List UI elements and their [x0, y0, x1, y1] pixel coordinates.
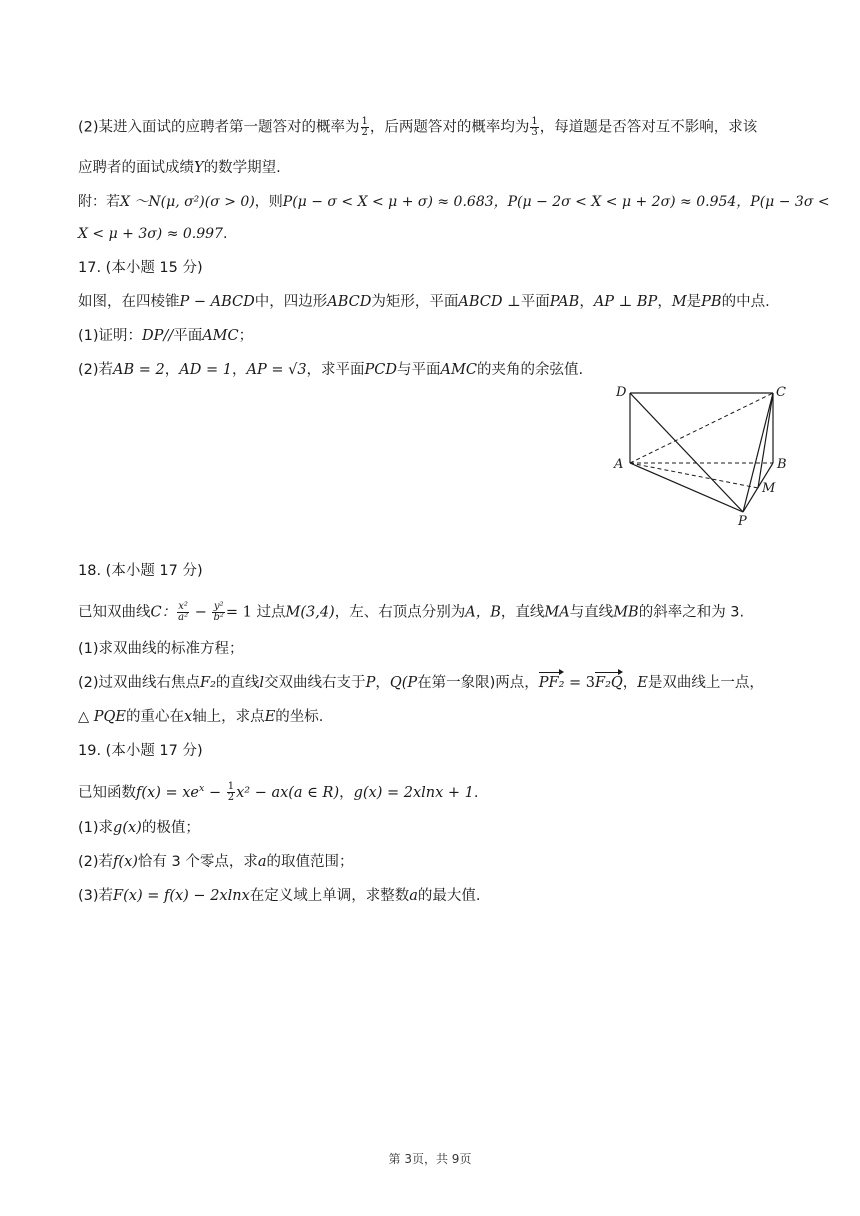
text: 的中点. [721, 294, 770, 310]
vector-PF2: PF₂ [538, 675, 565, 691]
text: 轴上，求点 [192, 709, 265, 725]
q17-stem [78, 292, 800, 312]
q19-part1 [78, 818, 800, 838]
text: 与直线 [569, 604, 614, 621]
label-B: B [777, 457, 787, 472]
math: Y [194, 160, 204, 176]
text: 平面 [520, 294, 550, 310]
text: ，直线 [500, 604, 545, 621]
q16-part2-line2 [78, 158, 800, 178]
edge-AP [630, 463, 743, 512]
text: (2)过双曲线右焦点 [78, 675, 201, 691]
text: 中，四边形 [254, 294, 328, 310]
text: 是双曲线上一点， [647, 675, 764, 691]
math: g(x) = 2xlnx + 1 [353, 784, 474, 801]
math: P [365, 675, 376, 691]
vector-F2Q: F₂Q [595, 675, 623, 691]
text: 恰有 3 个零点，求 [137, 854, 258, 870]
q18-header: 18. (本小题 17 分) [78, 563, 203, 579]
text: ， [164, 362, 180, 378]
fraction-one-half [227, 782, 235, 803]
text: . [222, 226, 228, 242]
math: PAB [549, 294, 580, 310]
text: ，每道题是否答对互不影响，求该 [539, 119, 758, 136]
frac-num: 1 [361, 116, 368, 127]
label-P: P [738, 514, 747, 528]
math: l [259, 675, 265, 691]
math: AMC [440, 362, 477, 378]
math: P(μ − σ < X < μ + σ) ≈ 0.683，P(μ − 2σ < X < μ + 2σ) ≈ 0.954，P(μ − 3σ < [282, 194, 830, 210]
pyramid-figure [608, 378, 798, 528]
text: ， [579, 294, 594, 310]
math: F(x) = f(x) − 2xlnx [113, 888, 250, 904]
q19-header: 19. (本小题 17 分) [78, 743, 203, 759]
math: X < μ + 3σ) ≈ 0.997 [78, 226, 223, 242]
math: AMC [202, 328, 239, 344]
math: M [671, 294, 687, 310]
text: 的直线 [215, 675, 260, 691]
text: ， [339, 784, 354, 801]
q16-note-line1 [78, 192, 830, 212]
math: A，B [465, 604, 501, 621]
page-footer: 第 3页，共 9页 [388, 1152, 472, 1166]
fraction-one-third [530, 117, 538, 138]
q18-stem: 已知双曲线C： $\frac{\text{x²}}{\text{a²}}$ − $\frac{\text{y²}}{\text{b²}}$ = 1 过点M(3,4)，左、右顶点分别为A，B，直线MA与直线MB的斜率之和为 3. [78, 601, 745, 623]
text: (1)证明： [78, 328, 143, 344]
text: 的坐标. [275, 709, 324, 725]
edge-CM [758, 393, 773, 488]
text: (2)若 [78, 362, 114, 378]
math: − [204, 784, 226, 801]
frac-den: 2 [227, 792, 235, 804]
dashed-AM [630, 463, 758, 488]
math: f(x) [113, 854, 138, 870]
math: F₂ [200, 675, 216, 691]
text: 与平面 [397, 362, 441, 378]
q19-stem [78, 779, 800, 803]
text: ，则 [254, 194, 283, 210]
text: ，左、右顶点分别为 [334, 604, 466, 621]
text: 在定义域上单调，求整数 [249, 888, 410, 904]
text: 已知双曲线 [78, 604, 151, 621]
text: 的取值范围； [266, 854, 354, 870]
math: a [257, 854, 267, 870]
math: x² − ax(a ∈ R) [236, 784, 340, 801]
text: (1)求 [78, 820, 114, 836]
text: 为矩形，平面 [371, 294, 459, 310]
math: PQE [93, 709, 126, 725]
text: 的极值； [141, 820, 200, 836]
math: g(x) [113, 820, 142, 836]
frac-den: a² [178, 612, 189, 623]
math: P − ABCD [179, 294, 255, 310]
math: M(3,4) [285, 604, 335, 621]
math: X ～N(μ, σ²)(σ > 0) [120, 194, 255, 210]
text: ，后两题答对的概率均为 [369, 119, 530, 136]
text: 平面 [173, 328, 203, 344]
frac-den: 2 [361, 127, 368, 138]
text: 附：若 [78, 194, 120, 210]
math: DP// [142, 328, 174, 344]
text: 的斜率之和为 3. [638, 604, 745, 621]
text: (2)若 [78, 854, 114, 870]
math: C： [150, 604, 177, 621]
text: ， [231, 362, 247, 378]
text: 的最大值. [417, 888, 481, 904]
text: 的夹角的余弦值. [476, 362, 584, 378]
q19-part3 [78, 886, 800, 906]
text: ， [375, 675, 390, 691]
frac-num: x² [178, 601, 188, 612]
edge-DP [630, 393, 743, 512]
math: = 1 [225, 604, 252, 621]
math: x [184, 709, 193, 725]
text: ， [657, 294, 672, 310]
math: AP = √3 [246, 362, 307, 378]
text: ，求平面 [306, 362, 365, 378]
frac-den: 3 [531, 127, 538, 138]
text: 过点 [251, 604, 286, 621]
math: E [637, 675, 648, 691]
math: AB = 2 [113, 362, 165, 378]
frac-num: 1 [531, 116, 538, 127]
frac-den: b² [213, 612, 224, 623]
label-C: C [776, 385, 786, 400]
text: 应聘者的面试成绩 [78, 160, 194, 176]
math: ABCD [327, 294, 372, 310]
text: (3)若 [78, 888, 114, 904]
math: ABCD ⊥ [458, 294, 521, 310]
frac-num: 1 [227, 781, 235, 793]
frac-num: y² [213, 601, 224, 612]
math: MA [544, 604, 570, 621]
q16-part2-line1 [78, 117, 800, 138]
fraction-x2-a2 [177, 602, 189, 623]
math: = 3 [564, 675, 596, 691]
text: 交双曲线右支于 [264, 675, 366, 691]
label-M: M [762, 481, 776, 496]
text: ， [622, 675, 638, 691]
text: 的数学期望. [203, 160, 281, 176]
fraction-one-half [361, 117, 369, 138]
text: △ [78, 709, 94, 725]
math: Q(P [389, 675, 418, 691]
q19-part2 [78, 852, 800, 872]
math: PB [701, 294, 722, 310]
math: PCD [364, 362, 398, 378]
text: 如图，在四棱锥 [78, 294, 180, 310]
math: AP ⊥ BP [593, 294, 658, 310]
q18-part2-line2 [78, 707, 800, 727]
math: AD = 1 [179, 362, 232, 378]
math: f(x) = xe [136, 784, 199, 801]
fraction-y2-b2 [212, 602, 224, 623]
q17-part1 [78, 326, 800, 346]
q18-part2-line1 [78, 673, 800, 693]
math: MB [613, 604, 639, 621]
label-D: D [616, 385, 627, 400]
q16-note-line2 [78, 224, 800, 244]
text: ； [238, 328, 254, 344]
text: 的重心在 [126, 709, 184, 725]
math-sup: x [198, 783, 205, 794]
text: 是 [686, 294, 702, 310]
q17-header: 17. (本小题 15 分) [78, 260, 203, 276]
math: a [409, 888, 418, 904]
text: 在第一象限)两点， [417, 675, 539, 691]
text: (2)某进入面试的应聘者第一题答对的概率为 [78, 119, 360, 136]
q17-part2 [78, 360, 800, 380]
math: E [264, 709, 276, 725]
q18-part1: (1)求双曲线的标准方程； [78, 641, 244, 657]
text: . [473, 784, 479, 801]
dashed-AC [630, 393, 773, 463]
text: 已知函数 [78, 784, 136, 801]
label-A: A [614, 457, 624, 472]
